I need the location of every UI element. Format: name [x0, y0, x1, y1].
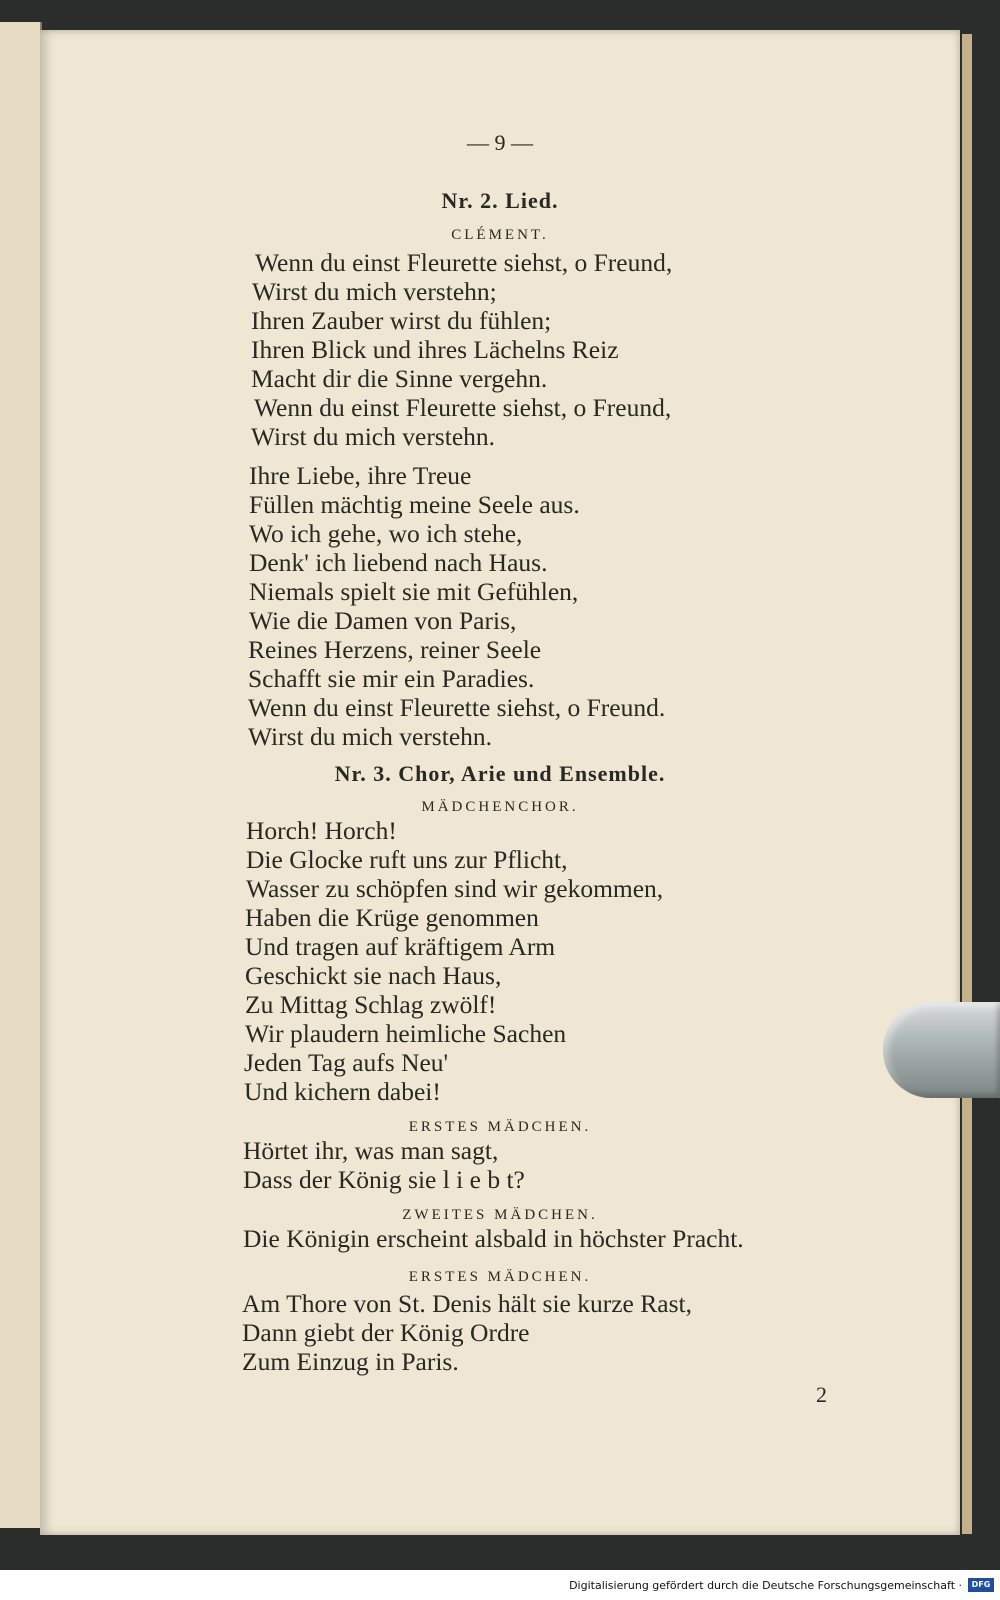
verse-line: Dass der König sie l i e b t?: [243, 1165, 525, 1194]
verse-line: Zu Mittag Schlag zwölf!: [245, 990, 497, 1019]
section-heading-lied: Nr. 2. Lied.: [441, 188, 559, 213]
speaker-label-maedchenchor: MÄDCHENCHOR.: [421, 799, 579, 815]
verse-line: Wirst du mich verstehn.: [248, 722, 493, 751]
page-number: — 9 —: [467, 130, 533, 155]
verse-line: Und kichern dabei!: [244, 1077, 441, 1106]
verse-line: Schafft sie mir ein Paradies.: [248, 664, 535, 693]
verse-line: Und tragen auf kräftigem Arm: [245, 932, 556, 961]
verse-line: Niemals spielt sie mit Gefühlen,: [249, 577, 579, 606]
footer-credit: Digitalisierung gefördert durch die Deutsche Forschungsgemeinschaft ·: [569, 1578, 962, 1592]
dfg-logo-icon: DFG: [968, 1578, 994, 1592]
speaker-label-erstes-maedchen: ERSTES MÄDCHEN.: [408, 1119, 592, 1135]
signature-mark: 2: [816, 1382, 827, 1407]
verse-line: Denk' ich liebend nach Haus.: [249, 548, 548, 577]
footer-bar: [0, 1570, 1000, 1600]
verse-line: Wirst du mich verstehn;: [252, 277, 497, 306]
verse-line: Wenn du einst Fleurette siehst, o Freund,: [254, 393, 672, 422]
verse-line: Horch! Horch!: [246, 816, 397, 845]
verse-line: Macht dir die Sinne vergehn.: [251, 364, 548, 393]
verse-line: Wenn du einst Fleurette siehst, o Freund.: [248, 693, 666, 722]
verse-line: Füllen mächtig meine Seele aus.: [249, 490, 580, 519]
verse-line: Die Glocke ruft uns zur Pflicht,: [246, 845, 568, 874]
verse-line: Haben die Krüge genommen: [245, 903, 539, 932]
speaker-label-erstes-maedchen: ERSTES MÄDCHEN.: [408, 1269, 592, 1285]
verse-line: Wie die Damen von Paris,: [249, 606, 517, 635]
verse-line: Zum Einzug in Paris.: [242, 1347, 459, 1376]
verse-line: Am Thore von St. Denis hält sie kurze Rast,: [242, 1289, 692, 1318]
verse-line: Hörtet ihr, was man sagt,: [243, 1136, 499, 1165]
verse-line: Ihre Liebe, ihre Treue: [249, 461, 472, 490]
verse-line: Geschickt sie nach Haus,: [245, 961, 502, 990]
verse-line: Wir plaudern heimliche Sachen: [245, 1019, 567, 1048]
verse-line: Jeden Tag aufs Neu': [244, 1048, 449, 1077]
verse-line: Reines Herzens, reiner Seele: [248, 635, 542, 664]
verse-line: Wo ich gehe, wo ich stehe,: [249, 519, 523, 548]
verse-line: Ihren Zauber wirst du fühlen;: [251, 306, 552, 335]
speaker-label-clement: CLÉMENT.: [451, 227, 549, 243]
verse-line: Wasser zu schöpfen sind wir gekommen,: [246, 874, 664, 903]
verse-line: Wenn du einst Fleurette siehst, o Freund,: [255, 248, 673, 277]
speaker-label-zweites-maedchen: ZWEITES MÄDCHEN.: [402, 1207, 598, 1223]
verse-line: Ihren Blick und ihres Lächelns Reiz: [251, 335, 619, 364]
section-heading-chor: Nr. 3. Chor, Arie und Ensemble.: [334, 761, 666, 786]
verse-line: Die Königin erscheint alsbald in höchster Pracht.: [243, 1224, 744, 1253]
verse-line: Wirst du mich verstehn.: [251, 422, 496, 451]
page-clip: [883, 1002, 1000, 1098]
verse-line: Dann giebt der König Ordre: [242, 1318, 530, 1347]
